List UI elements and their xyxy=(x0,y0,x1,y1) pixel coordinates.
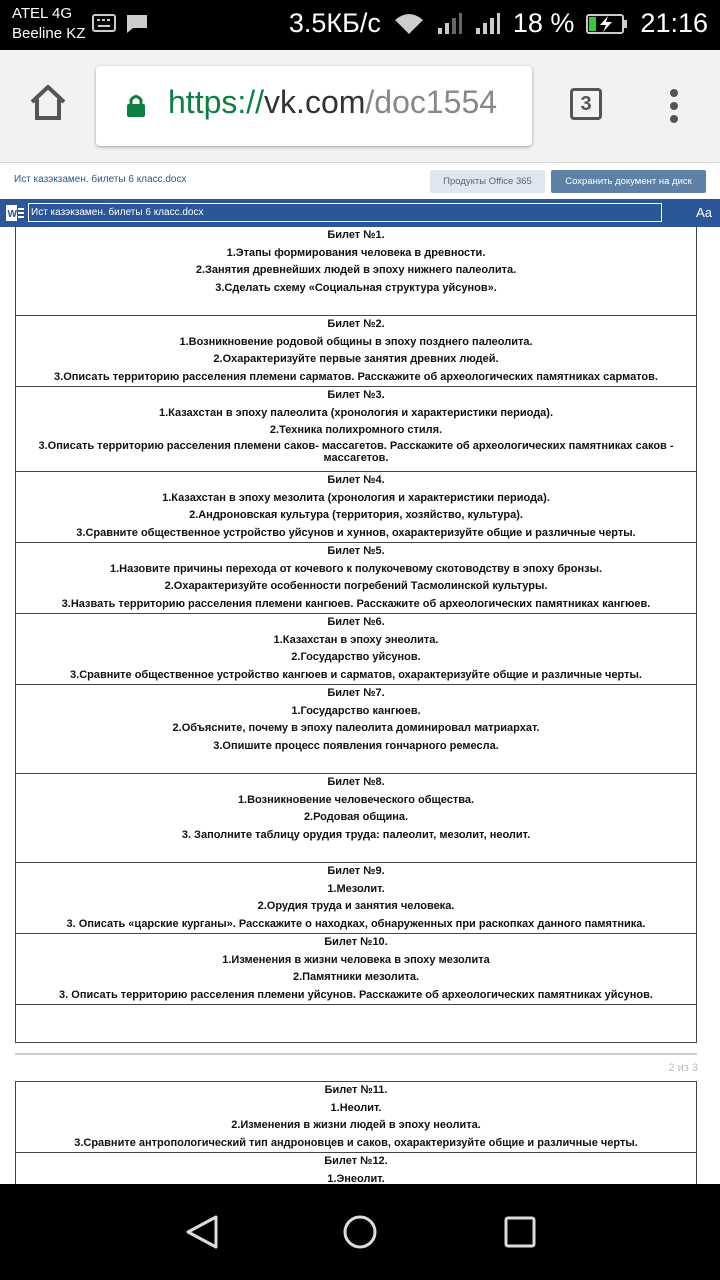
ticket-block xyxy=(16,685,696,774)
url-path: /doc1554 xyxy=(365,84,498,120)
ticket-question: 1.Возникновение человеческого общества. xyxy=(237,793,475,806)
document-page-1 xyxy=(15,227,697,1043)
ticket-block xyxy=(16,863,696,934)
status-bar xyxy=(0,0,720,50)
ticket-question: 3.Сравните общественное устройство уйсунов и хуннов, охарактеризуйте общие и различные черты. xyxy=(76,526,636,539)
font-size-toggle[interactable]: Aa xyxy=(696,205,712,220)
ticket-title: Билет №8. xyxy=(327,776,385,788)
battery-charging-icon xyxy=(586,13,628,35)
recents-icon[interactable] xyxy=(504,1216,536,1248)
ticket-question: 2.Охарактеризуйте особенности погребений Тасмолинской культуры. xyxy=(164,580,548,592)
ticket-question: 1.Казахстан в эпоху мезолита (хронология и характеристики периода). xyxy=(162,491,550,504)
ticket-title: Билет №6. xyxy=(327,616,385,628)
clock: 21:16 xyxy=(640,8,708,38)
ticket-question: 1.Энеолит. xyxy=(327,1172,385,1185)
ticket-title: Билет №4. xyxy=(327,474,385,486)
ticket-question: 3. Описать «царские курганы». Расскажите о находках, обнаруженных при раскопках данного памятника. xyxy=(66,917,646,930)
ticket-question: 2.Охарактеризуйте первые занятия древних людей. xyxy=(213,353,499,365)
ticket-question: 1.Назовите причины перехода от кочевого к полукочевому скотоводству в эпоху бронзы. xyxy=(109,562,603,575)
more-menu-icon[interactable] xyxy=(668,88,680,124)
lock-icon xyxy=(126,94,146,118)
ticket-question: 3.Описать территорию расселения племени саков- массагетов. Расскажите об археологических памятниках саков - массагетов. xyxy=(38,439,674,464)
carrier-line-1: ATEL 4G xyxy=(12,5,73,22)
tab-switcher-button[interactable]: 3 xyxy=(570,88,602,120)
ticket-question: 3.Описать территорию расселения племени сарматов. Расскажите об археологических памятниках сарматов. xyxy=(54,370,658,383)
ticket-block xyxy=(16,934,696,1005)
document-viewport[interactable] xyxy=(0,227,720,1185)
ticket-question: 1.Этапы формирования человека в древности. xyxy=(226,246,486,259)
home-nav-icon[interactable] xyxy=(342,1214,378,1250)
status-right xyxy=(289,8,708,39)
ticket-block xyxy=(16,774,696,863)
svg-text:W: W xyxy=(7,209,17,220)
ticket-title: Билет №10. xyxy=(324,936,388,948)
office-products-button[interactable]: Продукты Office 365 xyxy=(430,170,545,193)
ticket-question: 2.Памятники мезолита. xyxy=(292,971,420,983)
ticket-question: 2.Государство уйсунов. xyxy=(291,651,421,663)
word-icon xyxy=(6,205,24,221)
ticket-question: 3. Заполните таблицу орудия труда: палеолит, мезолит, неолит. xyxy=(181,828,531,841)
ticket-question: 2.Орудия труда и занятия человека. xyxy=(257,900,455,912)
ticket-question: 3.Назвать территорию расселения племени кангюев. Расскажите об археологических памятниках кангюев. xyxy=(61,597,651,610)
ticket-title: Билет №11. xyxy=(324,1084,388,1096)
back-icon[interactable] xyxy=(184,1214,220,1250)
ticket-question: 1.Изменения в жизни человека в эпоху мезолита xyxy=(222,953,490,966)
home-icon[interactable] xyxy=(28,84,68,122)
ticket-question: 1.Казахстан в эпоху энеолита. xyxy=(273,633,439,646)
ticket-question: 2.Изменения в жизни людей в эпоху неолита. xyxy=(231,1119,481,1131)
ticket-block xyxy=(16,387,696,472)
ticket-question: 1.Возникновение родовой общины в эпоху позднего палеолита. xyxy=(179,335,533,348)
page-separator xyxy=(15,1053,697,1055)
message-icon xyxy=(126,14,148,34)
address-bar[interactable] xyxy=(96,66,532,146)
ticket-title: Билет №3. xyxy=(327,389,385,401)
word-viewer-bar xyxy=(0,199,720,227)
android-nav-bar xyxy=(0,1184,720,1280)
ticket-question: 1.Мезолит. xyxy=(327,882,385,895)
network-speed: 3.5КБ/с xyxy=(288,8,381,38)
ticket-question: 2.Занятия древнейших людей в эпоху нижнего палеолита. xyxy=(195,264,517,276)
vk-doc-header xyxy=(0,162,720,200)
ticket-question: 3.Опишите процесс появления гончарного ремесла. xyxy=(213,739,499,752)
battery-level: 18 % xyxy=(512,8,575,38)
keyboard-icon xyxy=(92,14,116,32)
ticket-question: 3.Сравните антропологический тип андроновцев и саков, охарактеризуйте общие и различные черты. xyxy=(74,1136,638,1149)
notification-icons xyxy=(92,14,148,34)
ticket-block xyxy=(16,472,696,543)
ticket-block xyxy=(16,227,696,316)
ticket-title: Билет №2. xyxy=(327,318,385,330)
url-scheme: https:// xyxy=(168,84,265,120)
ticket-question: 3.Сравните общественное устройство кангюев и сарматов, охарактеризуйте общие и различные черты. xyxy=(70,668,642,681)
carrier-info xyxy=(12,4,85,44)
ticket-question: 1.Неолит. xyxy=(330,1101,382,1114)
url-host: vk.com xyxy=(264,84,366,120)
ticket-title: Билет №1. xyxy=(327,229,385,241)
ticket-block xyxy=(16,316,696,387)
ticket-title: Билет №7. xyxy=(327,687,385,699)
ticket-block xyxy=(16,543,696,614)
browser-toolbar xyxy=(0,50,720,162)
ticket-block xyxy=(16,1153,696,1185)
signal-icon-1 xyxy=(437,12,463,36)
wifi-icon xyxy=(393,12,425,36)
ticket-question: 1.Казахстан в эпоху палеолита (хронология и характеристики периода). xyxy=(158,406,554,419)
carrier-line-2: Beeline KZ xyxy=(12,25,86,42)
save-to-disk-button[interactable]: Сохранить документ на диск xyxy=(551,170,706,193)
ticket-title: Билет №12. xyxy=(324,1155,388,1167)
ticket-question: 3.Сделать схему «Социальная структура уйсунов». xyxy=(215,281,497,294)
ticket-question: 1.Государство кангюев. xyxy=(291,704,421,717)
ticket-question: 3. Описать территорию расселения племени уйсунов. Расскажите об археологических памятниках уйсунов. xyxy=(59,988,653,1001)
document-page-2 xyxy=(15,1081,697,1185)
ticket-block xyxy=(16,1082,696,1153)
ticket-block xyxy=(16,614,696,685)
document-name-field[interactable]: Ист казэкзамен. билеты 6 класс.docx xyxy=(28,203,662,222)
ticket-question: 2.Техника полихромного стиля. xyxy=(269,424,443,436)
doc-title-link[interactable]: Ист казэкзамен. билеты 6 класс.docx xyxy=(14,174,187,185)
page-indicator: 2 из 3 xyxy=(668,1062,698,1074)
ticket-question: 2.Родовая община. xyxy=(303,811,409,823)
ticket-question: 2.Андроновская культура (территория, хозяйство, культура). xyxy=(189,509,523,521)
ticket-question: 2.Объясните, почему в эпоху палеолита доминировал матриархат. xyxy=(172,722,540,734)
signal-icon-2 xyxy=(475,12,501,36)
ticket-title: Билет №9. xyxy=(327,865,385,877)
ticket-title: Билет №5. xyxy=(327,545,385,557)
url-text xyxy=(168,84,497,121)
